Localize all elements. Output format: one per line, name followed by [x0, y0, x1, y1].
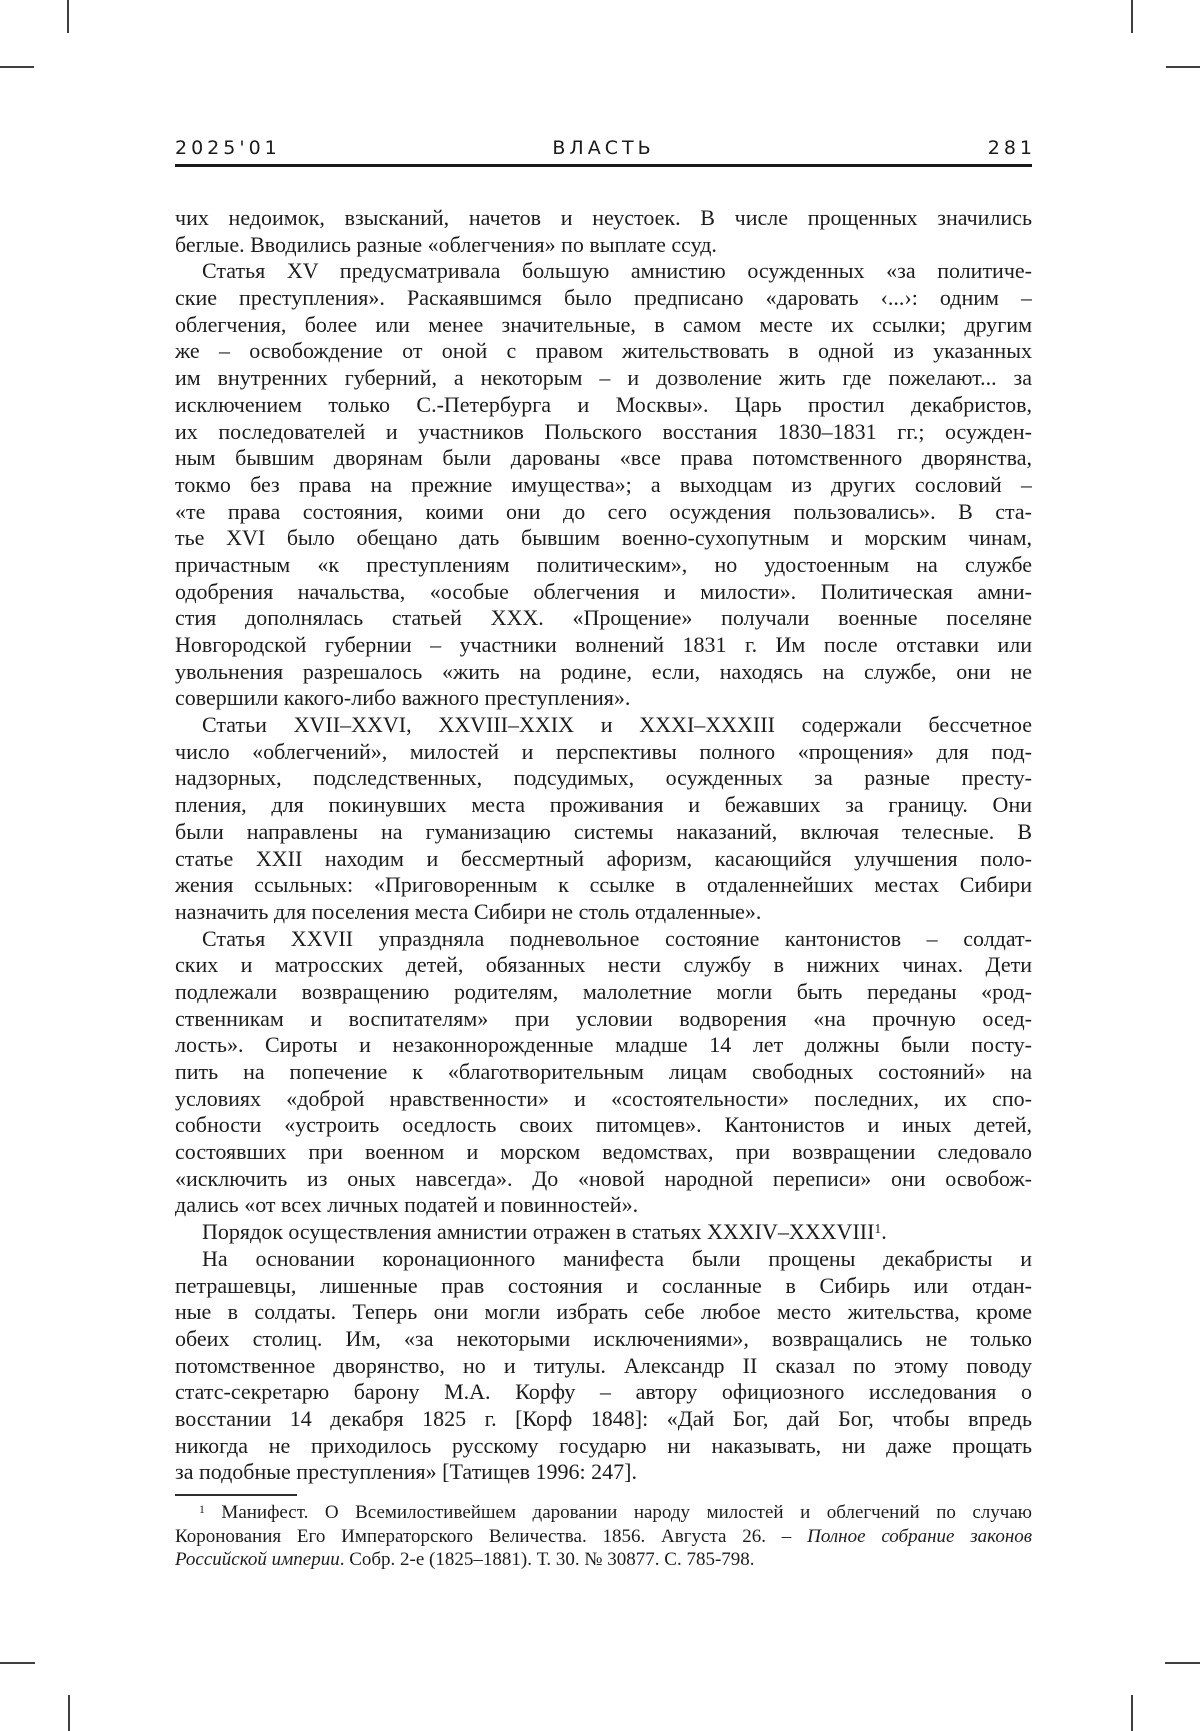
text-segment: состоявших при военном и морском ведомствах, при возвращении следовало [175, 1139, 1032, 1165]
crop-mark-bottom-right-horizontal [1165, 1662, 1200, 1664]
text-segment: обеих столиц. Им, «за некоторыми исключениями», возвращались не только [175, 1325, 1032, 1351]
text-line [175, 1166, 1032, 1193]
running-head [175, 137, 1036, 161]
text-line [175, 632, 1032, 659]
text-segment: «исключить из оных навсегда». До «новой народной переписи» они освобож- [175, 1165, 1032, 1191]
text-segment: за подобные преступления» [Татищев 1996: 247]. [175, 1459, 637, 1485]
text-segment: пления, для покинувших места проживания и бежавших за границу. Они [175, 792, 1032, 818]
text-line [175, 765, 1032, 792]
footnote-marker: 1 [199, 1502, 205, 1516]
journal-issue: 2025'01 [175, 137, 281, 159]
text-segment: «те права состояния, коими они до сего осуждения пользовались». В ста- [175, 498, 1032, 524]
page-number: 281 [987, 137, 1036, 159]
text-line [175, 899, 1032, 926]
text-segment: лость». Сироты и незаконнорожденные младше 14 лет должны были посту- [175, 1032, 1032, 1058]
text-segment: Новгородской губернии – участники волнений 1831 г. Им после отставки или [175, 632, 1032, 657]
italic-text: Полное собрание законов [807, 1525, 1032, 1547]
text-line [175, 926, 1032, 953]
text-line [175, 1192, 1032, 1219]
text-segment: им внутренних губерний, а некоторым – и дозволение жить где пожелают... за [175, 365, 1032, 391]
text-line [175, 1112, 1032, 1139]
text-segment: Статьи XVII–XXVI, XXVIII–XXIX и XXXI–XXXIII содержали бессчетное [202, 712, 1032, 738]
footnote-line [175, 1548, 1032, 1572]
text-segment: ственникам и воспитателям» при условии водворения «на прочную осед- [175, 1005, 1032, 1031]
text-segment: восстании 14 декабря 1825 г. [Корф 1848]: «Дай Бог, дай Бог, чтобы впредь [175, 1405, 1032, 1431]
text-line [175, 312, 1032, 339]
text-line [175, 1032, 1032, 1059]
text-line [175, 419, 1032, 446]
text-line [175, 712, 1032, 739]
text-line [175, 979, 1032, 1006]
text-line [175, 1353, 1032, 1380]
text-segment: . Собр. 2-е (1825–1881). Т. 30. № 30877. С. 785-798. [339, 1549, 755, 1571]
text-line [175, 552, 1032, 579]
text-segment: причастным «к преступлениям политическим», но удостоенным на службе [175, 551, 1032, 577]
text-segment: Манифест. О Всемилостивейшем даровании народу милостей и облегчений по случаю [204, 1502, 1032, 1523]
text-segment: назначить для поселения места Сибири не столь отдаленные». [175, 898, 762, 924]
text-line [175, 232, 1032, 259]
crop-mark-top-left-horizontal [0, 66, 34, 68]
text-segment: статс-секретарю барону М.А. Корфу – автору официозного исследования о [175, 1379, 1032, 1405]
text-segment: Порядок осуществления амнистии отражен в статьях XXXIV–XXXVIII [202, 1219, 875, 1245]
text-segment: облегчения, более или менее значительные, в самом месте их ссылки; другим [175, 311, 1032, 337]
text-segment: жения ссыльных: «Приговоренным к ссылке в отдаленнейших местах Сибири [175, 872, 1032, 898]
text-line [175, 685, 1032, 712]
crop-mark-bottom-left-horizontal [0, 1662, 35, 1664]
text-segment: дались «от всех личных податей и повинностей». [175, 1192, 639, 1218]
text-line [175, 365, 1032, 392]
text-segment: собности «устроить оседлость своих питомцев». Кантонистов и иных детей, [175, 1112, 1032, 1138]
text-line [175, 659, 1032, 686]
text-line [175, 1299, 1032, 1326]
text-line [175, 338, 1032, 365]
text-segment: чих недоимок, взысканий, начетов и неустоек. В числе прощенных значились [175, 205, 1032, 230]
crop-mark-top-right-horizontal [1166, 66, 1200, 68]
text-segment: их последователей и участников Польского восстания 1830–1831 гг.; осужден- [175, 418, 1032, 444]
text-segment: статье XXII находим и бессмертный афоризм, касающийся улучшения поло- [175, 845, 1032, 871]
footnote-marker: 1 [874, 1221, 882, 1236]
text-segment: были направлены на гуманизацию системы наказаний, включая телесные. В [175, 818, 1032, 844]
text-segment: ным бывшим дворянам были дарованы «все права потомственного дворянства, [175, 445, 1032, 471]
text-line [175, 1219, 1032, 1246]
text-line [175, 1326, 1032, 1353]
text-segment: потомственное дворянство, но и титулы. Александр II сказал по этому поводу [175, 1352, 1032, 1378]
text-line [175, 872, 1032, 899]
text-line [175, 1406, 1032, 1433]
text-segment: стия дополнялась статьей XXX. «Прощение» получали военные поселяне [175, 605, 1032, 631]
text-line [175, 605, 1032, 632]
text-segment: Статья XV предусматривала большую амнистию осужденных «за политиче- [202, 258, 1032, 284]
text-line [175, 472, 1032, 499]
text-segment: На основании коронационного манифеста были прощены декабристы и [202, 1245, 1032, 1271]
crop-mark-top-left-vertical [67, 0, 69, 33]
text-line [175, 285, 1032, 312]
text-line [175, 445, 1032, 472]
text-segment: тье XVI было обещано дать бывшим военно-сухопутным и морским чинам, [175, 525, 1032, 551]
text-segment: одобрения начальства, «особые облегчения и милости». Политическая амни- [175, 578, 1032, 604]
text-line [175, 205, 1032, 232]
text-segment: исключением только С.-Петербурга и Москвы». Царь простил декабристов, [175, 391, 1032, 417]
text-line [175, 1273, 1032, 1300]
text-line [175, 846, 1032, 873]
text-segment: ские преступления». Раскаявшимся было предписано «даровать ‹...›: одним – [175, 285, 1032, 311]
text-line [175, 1086, 1032, 1113]
text-line [175, 1459, 1032, 1486]
text-segment: число «облегчений», милостей и перспективы полного «прощения» для под- [175, 738, 1032, 764]
text-segment: никогда не приходилось русскому государю ни наказывать, ни даже прощать [175, 1432, 1032, 1458]
footnote-line [175, 1501, 1032, 1525]
text-line [175, 1059, 1032, 1086]
header-rule [175, 164, 1032, 167]
text-segment: Статья XXVII упраздняла подневольное состояние кантонистов – солдат- [202, 925, 1032, 951]
text-segment: токмо без права на прежние имущества»; а выходцам из других сословий – [175, 471, 1032, 497]
text-segment: условиях «доброй нравственности» и «состоятельности» последних, их спо- [175, 1085, 1032, 1111]
text-segment: надзорных, подследственных, подсудимых, осужденных за разные престу- [175, 765, 1032, 791]
text-segment: ских и матросских детей, обязанных нести службу в нижних чинах. Дети [175, 952, 1032, 978]
text-line [175, 525, 1032, 552]
text-line [175, 499, 1032, 526]
text-line [175, 1139, 1032, 1166]
journal-title: ВЛАСТЬ [552, 137, 655, 159]
text-line [175, 1246, 1032, 1273]
footnote-rule [175, 1494, 297, 1496]
footnote-line [175, 1525, 1032, 1549]
footnote [175, 1501, 1032, 1572]
text-segment: подлежали возвращению родителям, малолетние могли быть переданы «род- [175, 978, 1032, 1004]
text-segment: пить на попечение к «благотворительным лицам свободных состояний» на [175, 1059, 1032, 1084]
text-line [175, 1006, 1032, 1033]
text-segment: беглые. Вводились разные «облегчения» по выплате ссуд. [175, 231, 717, 257]
text-segment: увольнения разрешалось «жить на родине, если, находясь на службе, они не [175, 658, 1032, 684]
text-line [175, 258, 1032, 285]
text-line [175, 1433, 1032, 1460]
text-line [175, 1379, 1032, 1406]
crop-mark-bottom-left-vertical [68, 1695, 70, 1731]
text-segment: совершили какого-либо важного преступления». [175, 685, 631, 711]
text-segment: Коронования Его Императорского Величества. 1856. Августа 26. – [175, 1525, 808, 1547]
text-segment: же – освобождение от оной с правом жительствовать в одной из указанных [175, 338, 1032, 364]
text-line [175, 392, 1032, 419]
article-body [175, 205, 1032, 1486]
text-line [175, 739, 1032, 766]
crop-mark-bottom-right-vertical [1131, 1695, 1133, 1731]
text-segment: . [881, 1219, 887, 1245]
text-line [175, 579, 1032, 606]
text-segment: ные в солдаты. Теперь они могли избрать себе любое место жительства, кроме [175, 1299, 1032, 1325]
text-line [175, 952, 1032, 979]
text-line [175, 792, 1032, 819]
text-line [175, 819, 1032, 846]
italic-text: Российской империи [175, 1549, 340, 1571]
text-segment: петрашевцы, лишенные прав состояния и сосланные в Сибирь или отдан- [175, 1272, 1032, 1298]
crop-mark-top-right-vertical [1131, 0, 1133, 33]
